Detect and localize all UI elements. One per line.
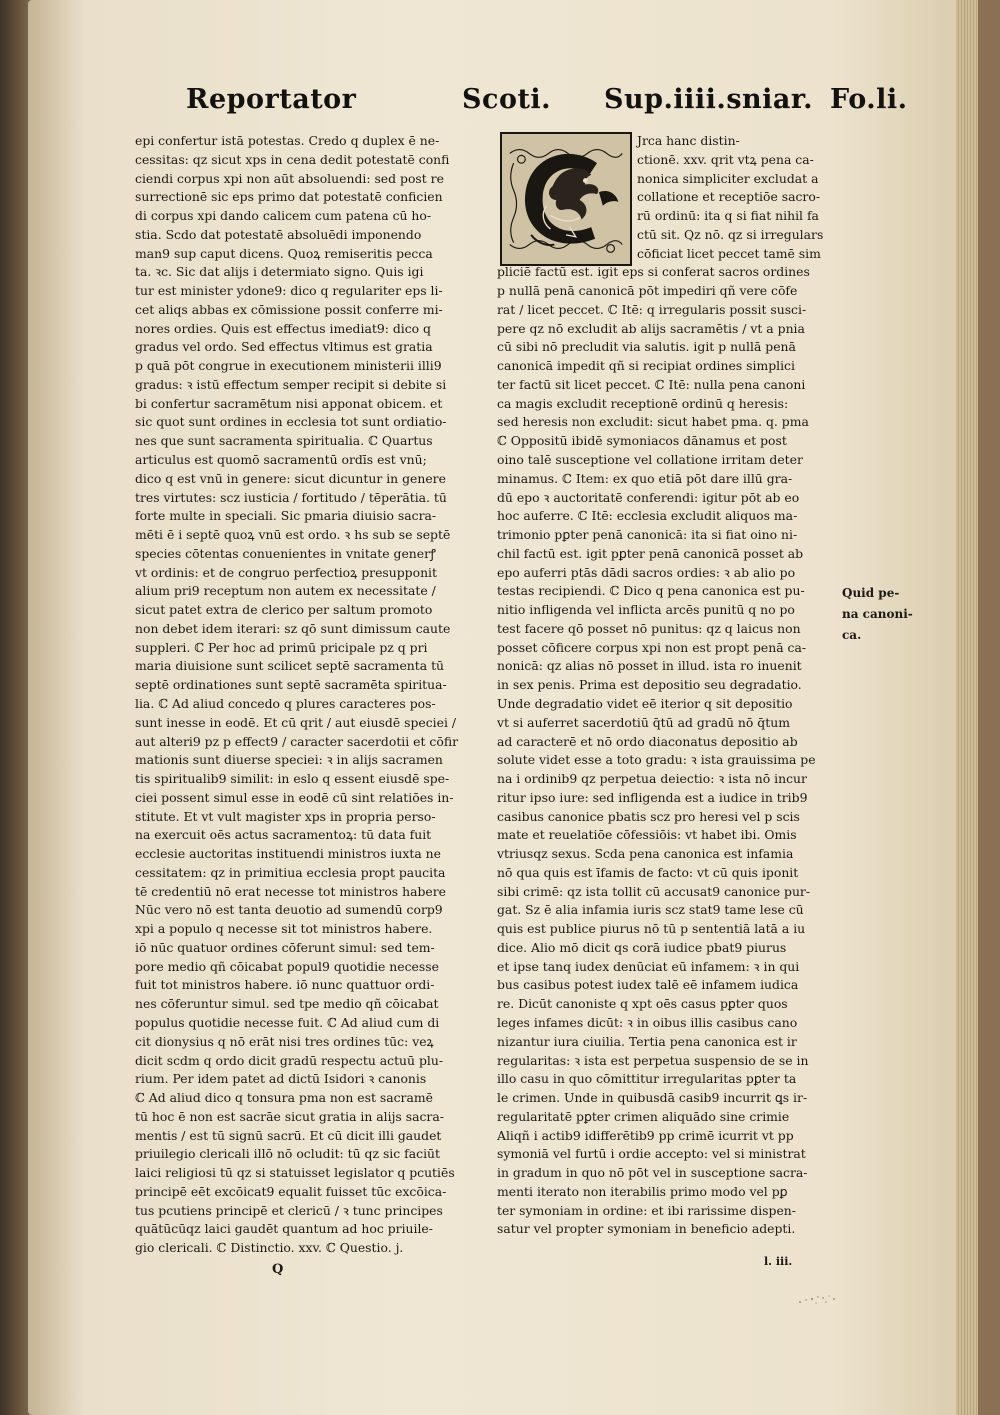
text-line: epi confertur istā potestas. Credo q duplex ē ne- [135,133,440,148]
text-line: articulus est quomō sacramentū ordīs est vnū; [135,452,427,468]
text-line: symoniā vel furtū i ordie accepto: vel si ministrat [497,1146,806,1162]
text-line: xpi a populo q necesse sit tot ministros habere. [135,921,433,937]
text-line: stia. Scdo dat potestatē absoluēdi imponendo [135,226,422,242]
text-line: mationis sunt diuerse speciei: ꝛ in alijs sacramen [135,752,443,768]
text-line: forte multe in speciali. Sic pmaria diuisio sacra- [135,508,437,524]
text-line: gat. Sz ē alia infamia iuris scz stat9 tame lese cū [497,902,804,918]
text-line: na exercuit oēs actus sacramentoꝝ: tū data fuit [135,827,432,843]
text-line: nizantur iura ciuilia. Tertia pena canonica est ir [497,1033,797,1049]
text-line: casibus canonice pbatis scz pro heresi vel p scis [497,808,800,824]
text-line: testas recipiendi. ℂ Dico q pena canonica est pu- [497,583,805,599]
text-line: tus pcutiens principē et clericū / ꝛ tunc principes [135,1202,443,1218]
text-line: satur vel propter symoniam in beneficio adepti. [497,1221,796,1237]
text-line: menti iterato non iterabilis primo modo vel pꝑ [497,1183,788,1199]
page-fore-edge [956,0,978,1415]
text-line: tur est minister ydone9: dico q regulariter eps li- [135,283,443,299]
text-line: ciei possent simul esse in eodē cū sint relatiōes in- [135,789,454,805]
text-line: ciendi corpus xpi non aūt absoluendi: sed post re [135,170,444,186]
text-line: nores ordies. Quis est effectus imediat9: dico q [135,320,431,336]
text-line: aut alteri9 pz p effect9 / caracter sacerdotii et cōfir [135,733,459,749]
text-line: nes que sunt sacramenta spiritualia. ℂ Quartus [135,433,433,449]
text-line: oino talē susceptione vel collatione irritam deter [497,452,803,468]
text-line: man9 sup caput dicens. Quoꝝ remiseritis pecca [135,245,433,261]
text-line: p nullā penā canonicā pōt impediri qñ vere cōfe [497,283,798,299]
text-line: surrectionē sic eps primo dat potestatē conficien [135,189,443,205]
text-line: pliciē factū est. igit eps si conferat sacros ordines [497,264,810,280]
text-line: cū sibi nō precludit via salutis. igit p nullā penā [497,339,796,355]
text-line: regularitatē pꝑter crimen aliquādo sine crimie [497,1108,790,1124]
text-line: populus quotidie necesse fuit. ℂ Ad aliud cum di [135,1014,440,1030]
text-line: priuilegio clericali illō nō ocludit: tū qz sic faciūt [135,1146,440,1162]
text-line: test facere qō posset nō punitus: qz q laicus non [497,620,801,636]
text-line: collatione et receptiōe sacro- [637,189,821,205]
text-line: cet aliqs abbas ex cōmissione possit conferre mi- [135,301,443,317]
text-line: alium pri9 receptum non autem ex necessitate / [135,583,436,599]
text-line: maria diuisione sunt scilicet septē sacramenta tū [135,658,445,674]
text-line: quātūcūqz laici gaudēt quantum ad hoc priuile- [135,1221,433,1237]
text-line: sed heresis non excludit: sicut habet pma. q. pma [497,414,809,430]
text-line: ℂ Oppositū ibidē symoniacos dānamus et post [497,433,787,449]
text-line: bus casibus potest iudex talē eē infamem iudica [497,977,799,993]
folio-number: Fo.li. [830,84,908,115]
text-line: lia. ℂ Ad aliud concedo q plures caracteres pos- [135,695,436,711]
ink-specks [790,1290,850,1310]
text-line: in sex penis. Prima est depositio seu degradatio. [497,677,802,693]
text-line: mēti ē i septē quoꝝ vnū est ordo. ꝛ hs sub se septē [135,527,451,543]
marginal-note-line: na canoni- [842,607,913,621]
text-line: dice. Alio mō dicit qs corā iudice pbat9 piurus [497,939,787,955]
text-line: non debet idem iterari: sz qō sunt dimissum caute [135,620,451,636]
text-line: rium. Per idem patet ad dictū Isidori ꝛ canonis [135,1071,427,1087]
text-line: ctū sit. Qz nō. qz si irregulars [637,226,824,242]
left-text-column [135,132,487,1258]
text-line: mentis / est tū signū sacrū. Et cū dicit illi gaudet [135,1127,442,1143]
text-line: dū epo ꝛ auctoritatē conferendi: igitur pōt ab eo [497,489,800,505]
text-line: mate et reuelatiōe cōfessiōis: vt habet ibi. Omis [497,827,797,843]
text-line: sic quot sunt ordines in ecclesia tot sunt ordiatio- [135,414,447,430]
signature-mark-right: l. iii. [764,1255,793,1268]
text-line: cit dionysius q nō erāt nisi tres ordines tūc: veꝝ [135,1033,434,1049]
text-line: solute videt esse a toto gradu: ꝛ ista grauissima pe [497,752,816,768]
text-line: na i ordinib9 qz perpetua deiectio: ꝛ ista nō incur [497,771,807,787]
text-line: in gradum in quo nō pōt vel in susceptione sacra- [497,1165,808,1181]
text-line: hoc auferre. ℂ Itē: ecclesia excludit aliquos ma- [497,508,798,524]
text-line: tū hoc ē non est sacrāe sicut gratia in alijs sacra- [135,1108,444,1124]
text-line: tres virtutes: scz iusticia / fortitudo / tēperātia. tū [135,489,447,505]
text-line: stitute. Et vt vult magister xps in propria perso- [135,808,436,824]
text-line: sibi crimē: qz ista tollit cū accusat9 canonice pur- [497,883,811,899]
text-line: gradus: ꝛ istū effectum semper recipit si debite si [135,376,447,392]
marginal-note-line: ca. [842,628,862,642]
text-line: suppleri. ℂ Per hoc ad primū pricipale pz q pri [135,639,428,655]
text-line: leges infames dicūt: ꝛ in oibus illis casibus cano [497,1014,798,1030]
header-sententiarum: Sup.iiii.sniar. [604,84,814,115]
text-line: pere qz nō excludit ab alijs sacramētis / vt a pnia [497,320,805,336]
text-line: septē ordinationes sunt septē sacramēta spiritua- [135,677,447,693]
text-line: rat / licet peccet. ℂ Itē: q irregularis possit susci- [497,301,807,317]
text-line: nonica simpliciter excludat a [637,170,819,186]
text-line: tē credentiū nō erat necesse tot ministros habere [135,883,446,899]
text-line: nes cōferuntur simul. sed tpe medio qñ cōicabat [135,996,439,1012]
text-line: sunt inesse in eodē. Et cū qrit / aut eiusdē speciei / [135,714,457,730]
text-line: iō nūc quatuor ordines cōferunt simul: sed tem- [135,939,435,955]
header-scoti: Scoti. [462,84,552,115]
text-line: Jrca hanc distin- [637,133,740,148]
text-line: species cōtentas conuenientes in vnitate generꝭ [135,545,436,561]
text-line: cessitatem: qz in primitiua ecclesia propt paucita [135,864,446,880]
text-line: ter symoniam in ordine: et ibi rarissime dispen- [497,1202,796,1218]
text-line: re. Dicūt canoniste q xpt oēs casus pꝑter quos [497,996,788,1012]
signature-mark-left: Q [272,1262,284,1277]
text-line: regularitas: ꝛ ista est perpetua suspensio de se in [497,1052,809,1068]
text-line: minamus. ℂ Item: ex quo etiā pōt dare illū gra- [497,470,793,486]
text-line: nitio infligenda vel inflicta arcēs punitū q no po [497,602,795,618]
text-line: sicut patet extra de clerico per saltum promoto [135,602,433,618]
text-line: illo casu in quo cōmittitur irregularitas pꝑter ta [497,1071,797,1087]
text-line: nonicā: qz alias nō posset in illud. ista ro inuenit [497,658,802,674]
text-line: dico q est vnū in genere: sicut dicuntur in genere [135,470,446,486]
text-line: dicit scdm q ordo dicit gradū respectu actuū plu- [135,1052,444,1068]
text-line: ca magis excludit receptionē ordinū q heresis: [497,395,789,411]
text-line: trimonio pꝑter penā canonicā: ita si fiat oino ni- [497,527,798,543]
text-line: Nūc vero nō est tanta deuotio ad sumendū corp9 [135,902,443,918]
text-line: gio clericali. ℂ Distinctio. xxv. ℂ Questio. j. [135,1240,404,1256]
text-line: laici religiosi tū qz si statuisset legislator q pcutiēs [135,1165,455,1181]
text-line: nō qua quis est īfamis de facto: vt cū quis iponit [497,864,799,880]
text-line: vt ordinis: et de congruo perfectioꝝ presupponit [135,564,437,580]
header-reportator: Reportator [186,84,357,115]
marginal-note-line: Quid pe- [842,586,900,600]
text-line: p quā pōt congrue in executionem ministerii illi9 [135,358,442,374]
text-line: ecclesie auctoritas instituendi ministros iuxta ne [135,846,441,862]
text-line: Unde degradatio videt eē iterior q sit depositio [497,695,793,711]
text-line: canonicā impedit qñ si recipiat ordines simplici [497,358,795,374]
text-line: vtriusqz sexus. Scda pena canonica est infamia [497,846,794,862]
text-line: ℂ Ad aliud dico q tonsura pma non est sacramē [135,1090,433,1106]
marginal-note [842,583,913,646]
text-line: principē eēt excōicat9 equalit fuisset tūc excōica- [135,1183,447,1199]
text-line: fuit tot ministros habere. iō nunc quattuor ordi- [135,977,435,993]
text-line: rū ordinū: ita q si fiat nihil fa [637,208,819,224]
text-line: ta. ꝛc. Sic dat alijs i determiato signo. Quis igi [135,264,424,280]
text-line: vt si auferret sacerdotiū q̄tū ad gradū nō q̄tum [497,714,790,730]
right-text-column [497,132,851,1239]
text-line: chil factū est. igit pꝑter penā canonicā posset ab [497,545,804,561]
text-line: Aliqñ i actib9 idifferētib9 pp crimē icurrit vt pp [497,1127,794,1143]
running-header [186,84,906,124]
text-line: epo auferri ptās dādi sacros ordies: ꝛ ab alio po [497,564,796,580]
text-line: pore medio qñ cōicabat popul9 quotidie necesse [135,958,439,974]
text-line: posset cōficere corpus xpi non est propt penā ca- [497,639,807,655]
text-line: et ipse tanq iudex denūciat eū infamem: ꝛ in qui [497,958,800,974]
text-line: quis est publice piurus nō tū p sententiā latā a iu [497,921,806,937]
text-line: ctionē. xxv. qrit vtꝝ pena ca- [637,151,814,167]
text-line: ter factū sit licet peccet. ℂ Itē: nulla pena canoni [497,376,806,392]
text-line: tis spiritualib9 similit: in eslo q essent eiusdē spe- [135,771,450,787]
text-line: cessitas: qz sicut xps in cena dedit potestatē confi [135,151,450,167]
text-line: ritur ipso iure: sed infligenda est a iudice in trib9 [497,789,808,805]
text-line: cōficiat licet peccet tamē sim [637,245,821,261]
text-line: gradus vel ordo. Sed effectus vltimus est gratia [135,339,433,355]
text-line: ad caracterē et nō ordo diaconatus depositio ab [497,733,798,749]
text-line: le crimen. Unde in quibusdā casib9 incurrit ꝗs ir- [497,1090,808,1106]
text-line: di corpus xpi dando calicem cum patena cū ho- [135,208,432,224]
text-line: bi confertur sacramētum nisi apponat obicem. et [135,395,443,411]
